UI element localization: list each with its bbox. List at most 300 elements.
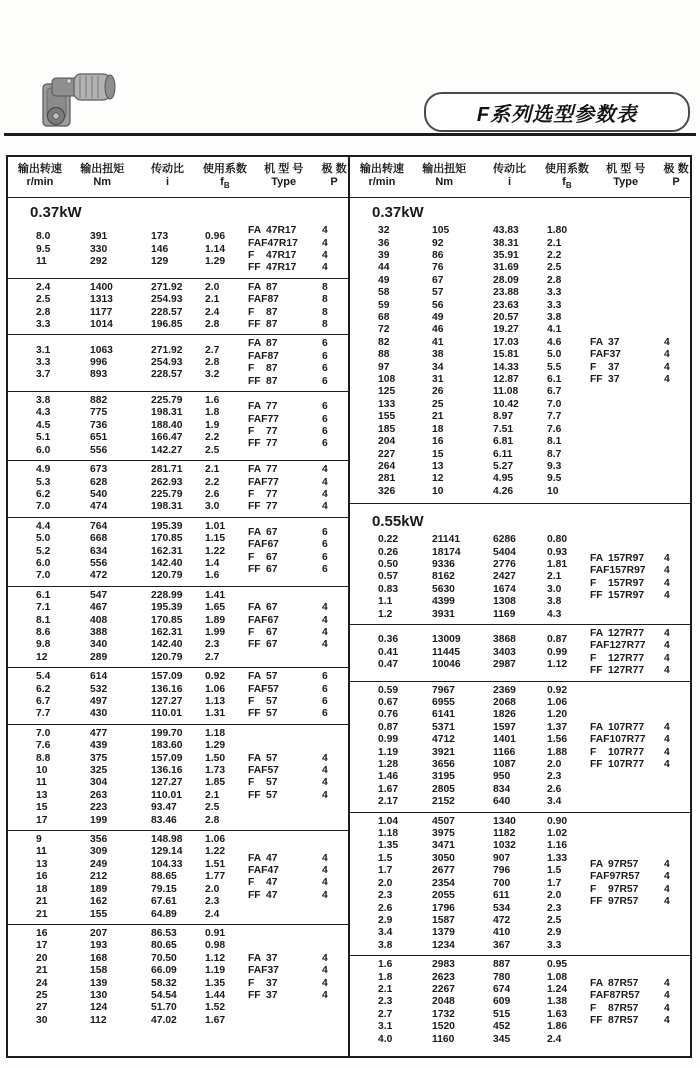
- cell-speed: 125: [378, 386, 396, 398]
- table-row: [350, 312, 590, 324]
- type-line: [248, 965, 348, 977]
- type-model: 57: [266, 777, 278, 789]
- cell-poles: 6: [322, 438, 328, 450]
- type-prefix: F: [590, 746, 597, 758]
- cell-torque: 1014: [90, 319, 113, 331]
- type-line: [590, 722, 690, 734]
- cell-service-factor: 3.0: [547, 583, 562, 595]
- table-row: [350, 759, 590, 771]
- cell-speed: 7.0: [36, 570, 51, 582]
- type-prefix: F: [248, 363, 255, 375]
- cell-service-factor: 2.2: [205, 432, 220, 444]
- cell-torque: 8162: [432, 571, 455, 583]
- cell-poles: 6: [322, 564, 328, 576]
- cell-speed: 204: [378, 436, 396, 448]
- cell-poles: 4: [664, 1002, 670, 1014]
- cell-ratio: 70.50: [151, 952, 177, 964]
- ratio-group: [350, 624, 690, 681]
- cell-torque: 304: [90, 777, 108, 789]
- group-type-list: [248, 338, 348, 388]
- cell-speed: 59: [378, 299, 390, 311]
- cell-service-factor: 0.92: [547, 684, 568, 696]
- cell-service-factor: 1.12: [547, 658, 568, 670]
- type-prefix: FA: [248, 464, 262, 476]
- table-row: [350, 449, 590, 461]
- cell-torque: 38: [432, 349, 444, 361]
- cell-ratio: 198.31: [151, 407, 183, 419]
- type-prefix: FAF: [590, 990, 610, 1002]
- cell-service-factor: 0.98: [205, 940, 226, 952]
- type-line: [248, 627, 348, 639]
- cell-poles: 4: [322, 225, 328, 237]
- type-line: [248, 501, 348, 513]
- group-numeric-rows: [350, 816, 590, 952]
- type-prefix: FF: [590, 1014, 603, 1026]
- type-line: [248, 564, 348, 576]
- group-numeric-rows: [8, 231, 248, 268]
- type-prefix: FF: [248, 639, 261, 651]
- column-header-unit: Type: [271, 176, 297, 188]
- type-prefix: FAF: [248, 237, 268, 249]
- cell-service-factor: 1.44: [205, 989, 226, 1001]
- table-row: [8, 928, 248, 940]
- type-line: [248, 877, 348, 889]
- type-model: 57: [266, 708, 278, 720]
- ratio-group: [350, 681, 690, 812]
- table-row: [8, 846, 248, 858]
- group-type-list: [590, 859, 690, 909]
- table-row: [8, 319, 248, 331]
- cell-service-factor: 2.4: [547, 1033, 562, 1045]
- type-model: 157R97: [608, 577, 645, 589]
- cell-ratio: 146: [151, 243, 169, 255]
- cell-speed: 1.04: [378, 815, 399, 827]
- type-model: 157R97: [609, 565, 646, 577]
- cell-service-factor: 1.5: [547, 865, 562, 877]
- type-line: [590, 362, 690, 374]
- cell-service-factor: 3.3: [547, 299, 562, 311]
- cell-service-factor: 1.89: [205, 614, 226, 626]
- ratio-group: [8, 222, 348, 278]
- cell-poles: 6: [322, 526, 328, 538]
- cell-poles: 8: [322, 281, 328, 293]
- cell-ratio: 609: [493, 996, 511, 1008]
- cell-torque: 57: [432, 287, 444, 299]
- cell-service-factor: 0.93: [547, 546, 568, 558]
- cell-speed: 5.1: [36, 432, 51, 444]
- type-line: [248, 225, 348, 237]
- type-model: 77: [266, 501, 278, 513]
- cell-speed: 185: [378, 423, 396, 435]
- cell-poles: 4: [664, 859, 670, 871]
- cell-torque: 430: [90, 708, 108, 720]
- cell-speed: 0.22: [378, 534, 399, 546]
- cell-service-factor: 1.29: [205, 740, 226, 752]
- type-prefix: FF: [248, 501, 261, 513]
- cell-poles: 4: [322, 237, 328, 249]
- cell-torque: 199: [90, 814, 108, 826]
- group-numeric-rows: [8, 521, 248, 583]
- cell-speed: 133: [378, 398, 396, 410]
- cell-poles: 6: [322, 338, 328, 350]
- header-divider-rule: [4, 133, 696, 135]
- cell-service-factor: 3.4: [547, 796, 562, 808]
- table-row: [8, 282, 248, 294]
- cell-torque: 13009: [432, 634, 461, 646]
- cell-torque: 4507: [432, 815, 455, 827]
- cell-torque: 340: [90, 639, 108, 651]
- cell-service-factor: 2.3: [547, 902, 562, 914]
- cell-torque: 775: [90, 407, 108, 419]
- cell-speed: 5.3: [36, 476, 51, 488]
- cell-speed: 0.59: [378, 684, 399, 696]
- cell-torque: 3975: [432, 828, 455, 840]
- cell-speed: 58: [378, 287, 390, 299]
- group-type-list: [248, 464, 348, 514]
- cell-speed: 10: [36, 765, 48, 777]
- ratio-group: [8, 924, 348, 1030]
- type-prefix: FAF: [590, 871, 610, 883]
- cell-speed: 0.83: [378, 583, 399, 595]
- table-row: [350, 337, 590, 349]
- type-model: 107R77: [608, 721, 645, 733]
- type-prefix: FF: [248, 989, 261, 1001]
- cell-speed: 5.4: [36, 671, 51, 683]
- type-model: 87R57: [608, 977, 639, 989]
- type-line: [590, 553, 690, 565]
- type-model: 47R17: [266, 262, 297, 274]
- cell-service-factor: 2.8: [205, 357, 220, 369]
- group-numeric-rows: [8, 464, 248, 514]
- cell-poles: 4: [664, 871, 670, 883]
- cell-poles: 6: [322, 671, 328, 683]
- cell-speed: 5.0: [36, 533, 51, 545]
- table-row: [350, 596, 590, 608]
- cell-poles: 6: [322, 708, 328, 720]
- cell-poles: 4: [322, 639, 328, 651]
- cell-speed: 1.67: [378, 783, 399, 795]
- type-prefix: F: [248, 306, 255, 318]
- table-row: [8, 909, 248, 921]
- cell-ratio: 162.31: [151, 626, 183, 638]
- ratio-group: [8, 830, 348, 924]
- cell-torque: 11445: [432, 646, 461, 658]
- cell-service-factor: 2.2: [205, 476, 220, 488]
- ratio-group: [8, 724, 348, 830]
- cell-ratio: 2068: [493, 697, 516, 708]
- type-model: 157R97: [608, 552, 645, 564]
- cell-service-factor: 1.81: [547, 558, 568, 570]
- column-header-type: [247, 163, 320, 192]
- cell-torque: 4399: [432, 596, 455, 608]
- cell-service-factor: 2.0: [205, 883, 220, 895]
- cell-speed: 2.3: [378, 890, 393, 902]
- table-row: [350, 238, 590, 250]
- type-line: [248, 477, 348, 489]
- type-line: [248, 426, 348, 438]
- cell-speed: 2.7: [378, 1008, 393, 1020]
- cell-service-factor: 1.7: [547, 877, 562, 889]
- cell-poles: 4: [664, 349, 670, 361]
- cell-ratio: 15.81: [493, 349, 519, 361]
- type-line: [248, 552, 348, 564]
- cell-speed: 227: [378, 448, 396, 460]
- table-row: [8, 896, 248, 908]
- type-prefix: FA: [248, 338, 262, 350]
- cell-ratio: 79.15: [151, 883, 177, 895]
- table-row: [350, 349, 590, 361]
- type-model: 37: [608, 361, 620, 373]
- type-line: [590, 990, 690, 1002]
- type-model: 37: [266, 952, 278, 964]
- ratio-group: [350, 955, 690, 1049]
- table-row: [350, 685, 590, 697]
- type-line: [248, 615, 348, 627]
- cell-service-factor: 1.37: [547, 721, 568, 733]
- cell-service-factor: 1.01: [205, 520, 226, 532]
- type-model: 37: [608, 374, 620, 386]
- cell-ratio: 12.87: [493, 374, 519, 386]
- type-line: [248, 319, 348, 331]
- table-row: [350, 300, 590, 312]
- type-line: [248, 765, 348, 777]
- column-header-service-factor: [202, 163, 247, 192]
- cell-speed: 21: [36, 896, 48, 908]
- type-prefix: FA: [248, 952, 262, 964]
- cell-poles: 4: [664, 627, 670, 639]
- cell-speed: 7.1: [36, 602, 51, 614]
- cell-service-factor: 1.35: [205, 977, 226, 989]
- table-row: [8, 753, 248, 765]
- type-prefix: FA: [248, 401, 262, 413]
- group-type-list: [248, 602, 348, 652]
- cell-ratio: 142.40: [151, 557, 183, 569]
- cell-speed: 32: [378, 225, 390, 237]
- cell-poles: 4: [664, 746, 670, 758]
- cell-torque: 7967: [432, 684, 455, 696]
- cell-service-factor: 1.88: [547, 746, 568, 758]
- cell-speed: 264: [378, 460, 396, 472]
- cell-torque: 1063: [90, 344, 113, 356]
- cell-ratio: 170.85: [151, 614, 183, 626]
- cell-ratio: 4.26: [493, 485, 514, 497]
- cell-poles: 4: [322, 614, 328, 626]
- table-row: [350, 828, 590, 840]
- cell-speed: 1.5: [378, 852, 393, 864]
- cell-ratio: 950: [493, 771, 511, 783]
- cell-ratio: 1182: [493, 828, 516, 840]
- cell-speed: 1.2: [378, 608, 393, 620]
- group-type-list: [248, 527, 348, 577]
- cell-torque: 12: [432, 473, 444, 485]
- type-prefix: F: [248, 877, 255, 889]
- type-prefix: FAF: [248, 350, 268, 362]
- group-type-list: [590, 628, 690, 678]
- cell-torque: 31: [432, 374, 444, 386]
- type-model: 107R77: [608, 759, 645, 771]
- type-prefix: FAF: [248, 476, 268, 488]
- column-header-poles: [320, 163, 348, 192]
- table-row: [350, 796, 590, 808]
- cell-poles: 4: [322, 464, 328, 476]
- cell-ratio: 3403: [493, 646, 516, 658]
- column-header-unit: $f_B$: [220, 176, 230, 191]
- type-model: 47: [267, 865, 279, 877]
- table-row: [350, 959, 590, 971]
- column-header-speed: [350, 163, 414, 192]
- cell-poles: 4: [322, 476, 328, 488]
- cell-torque: 330: [90, 243, 108, 255]
- cell-torque: 388: [90, 626, 108, 638]
- type-line: [590, 590, 690, 602]
- cell-torque: 2983: [432, 959, 455, 971]
- cell-torque: 223: [90, 802, 108, 814]
- cell-torque: 474: [90, 501, 108, 513]
- cell-torque: 2677: [432, 865, 455, 877]
- cell-ratio: 1597: [493, 721, 516, 733]
- type-prefix: FAF: [590, 349, 610, 361]
- cell-speed: 2.0: [378, 877, 393, 889]
- table-row: [350, 903, 590, 915]
- type-prefix: FAF: [248, 765, 268, 777]
- cell-poles: 6: [322, 401, 328, 413]
- table-row: [8, 231, 248, 243]
- table-row: [350, 275, 590, 287]
- type-prefix: FF: [590, 759, 603, 771]
- cell-torque: 3195: [432, 771, 455, 783]
- cell-speed: 2.3: [378, 996, 393, 1008]
- type-model: 77: [266, 438, 278, 450]
- cell-service-factor: 2.1: [205, 789, 220, 801]
- cell-service-factor: 0.91: [205, 927, 226, 939]
- column-header-label: 使用系数: [544, 163, 589, 175]
- cell-service-factor: 2.6: [547, 783, 562, 795]
- cell-torque: 2152: [432, 796, 455, 808]
- type-prefix: FAF: [248, 614, 268, 626]
- table-row: [8, 395, 248, 407]
- type-line: [248, 376, 348, 388]
- type-line: [590, 884, 690, 896]
- cell-ratio: 11.08: [493, 386, 519, 398]
- cell-torque: 540: [90, 488, 108, 500]
- cell-speed: 1.28: [378, 759, 399, 771]
- type-line: [248, 990, 348, 1002]
- cell-speed: 7.0: [36, 501, 51, 513]
- type-line: [590, 1003, 690, 1015]
- cell-speed: 97: [378, 361, 390, 373]
- column-header-label: 极 数: [663, 163, 689, 175]
- type-prefix: FF: [590, 589, 603, 601]
- cell-service-factor: 3.3: [547, 287, 562, 299]
- type-line: [248, 602, 348, 614]
- column-header-unit: Type: [613, 176, 639, 188]
- cell-ratio: 271.92: [151, 281, 183, 293]
- table-row: [8, 558, 248, 570]
- cell-service-factor: 1.16: [547, 840, 568, 852]
- cell-torque: 1177: [90, 306, 113, 318]
- group-numeric-rows: [350, 534, 590, 621]
- cell-speed: 6.0: [36, 444, 51, 456]
- column-header-label: 机 型 号: [606, 163, 646, 175]
- cell-speed: 25: [36, 989, 48, 1001]
- group-type-list: [590, 337, 690, 387]
- cell-torque: 26: [432, 386, 444, 398]
- table-row: [350, 374, 590, 386]
- cell-poles: 4: [664, 1014, 670, 1026]
- type-model: 127R77: [609, 640, 646, 652]
- cell-ratio: 28.09: [493, 274, 519, 286]
- column-header-poles: [662, 163, 690, 192]
- type-line: [248, 282, 348, 294]
- type-model: 87: [266, 281, 278, 293]
- table-row: [350, 262, 590, 274]
- cell-torque: 162: [90, 896, 108, 908]
- cell-ratio: 142.27: [151, 444, 183, 456]
- cell-service-factor: 1.06: [205, 834, 226, 846]
- type-line: [248, 414, 348, 426]
- cell-ratio: 281.71: [151, 464, 183, 476]
- cell-torque: 3656: [432, 759, 455, 771]
- table-row: [350, 1009, 590, 1021]
- cell-torque: 497: [90, 696, 108, 707]
- cell-service-factor: 1.65: [205, 602, 226, 614]
- type-prefix: F: [590, 1002, 597, 1014]
- column-header-unit: i: [166, 176, 170, 188]
- table-row: [350, 547, 590, 559]
- cell-speed: 2.5: [36, 294, 51, 306]
- cell-speed: 8.0: [36, 231, 51, 243]
- group-numeric-rows: [8, 345, 248, 382]
- cell-ratio: 7.51: [493, 423, 514, 435]
- cell-speed: 0.99: [378, 734, 399, 746]
- column-header-unit: P: [330, 176, 338, 188]
- type-line: [248, 438, 348, 450]
- cell-service-factor: 2.3: [205, 639, 220, 651]
- cell-poles: 8: [322, 294, 328, 306]
- type-model: 67: [267, 614, 279, 626]
- cell-torque: 3471: [432, 840, 455, 852]
- cell-service-factor: 1.06: [205, 683, 226, 695]
- type-prefix: FF: [248, 789, 261, 801]
- cell-torque: 124: [90, 1002, 108, 1014]
- cell-service-factor: 4.6: [547, 336, 562, 348]
- power-section-label: 0.37kW: [372, 204, 424, 222]
- cell-poles: 4: [664, 552, 670, 564]
- cell-speed: 44: [378, 262, 390, 274]
- table-row: [8, 1002, 248, 1014]
- table-row: [350, 399, 590, 411]
- cell-torque: 1160: [432, 1033, 455, 1045]
- cell-torque: 634: [90, 545, 108, 557]
- cell-speed: 1.8: [378, 971, 393, 983]
- cell-ratio: 5.27: [493, 460, 514, 472]
- cell-ratio: 515: [493, 1008, 511, 1020]
- cell-service-factor: 1.86: [547, 1021, 568, 1033]
- type-model: 87: [267, 294, 279, 306]
- column-header-label: 输出扭矩: [422, 163, 467, 175]
- cell-ratio: 58.32: [151, 977, 177, 989]
- type-model: 47R17: [266, 250, 297, 261]
- type-model: 77: [266, 426, 278, 438]
- cell-torque: 18174: [432, 546, 461, 558]
- cell-torque: 15: [432, 448, 444, 460]
- table-row: [350, 853, 590, 865]
- cell-service-factor: 1.33: [547, 852, 568, 864]
- cell-torque: 193: [90, 940, 108, 952]
- table-row: [350, 461, 590, 473]
- cell-service-factor: 1.14: [205, 243, 226, 255]
- cell-speed: 16: [36, 927, 48, 939]
